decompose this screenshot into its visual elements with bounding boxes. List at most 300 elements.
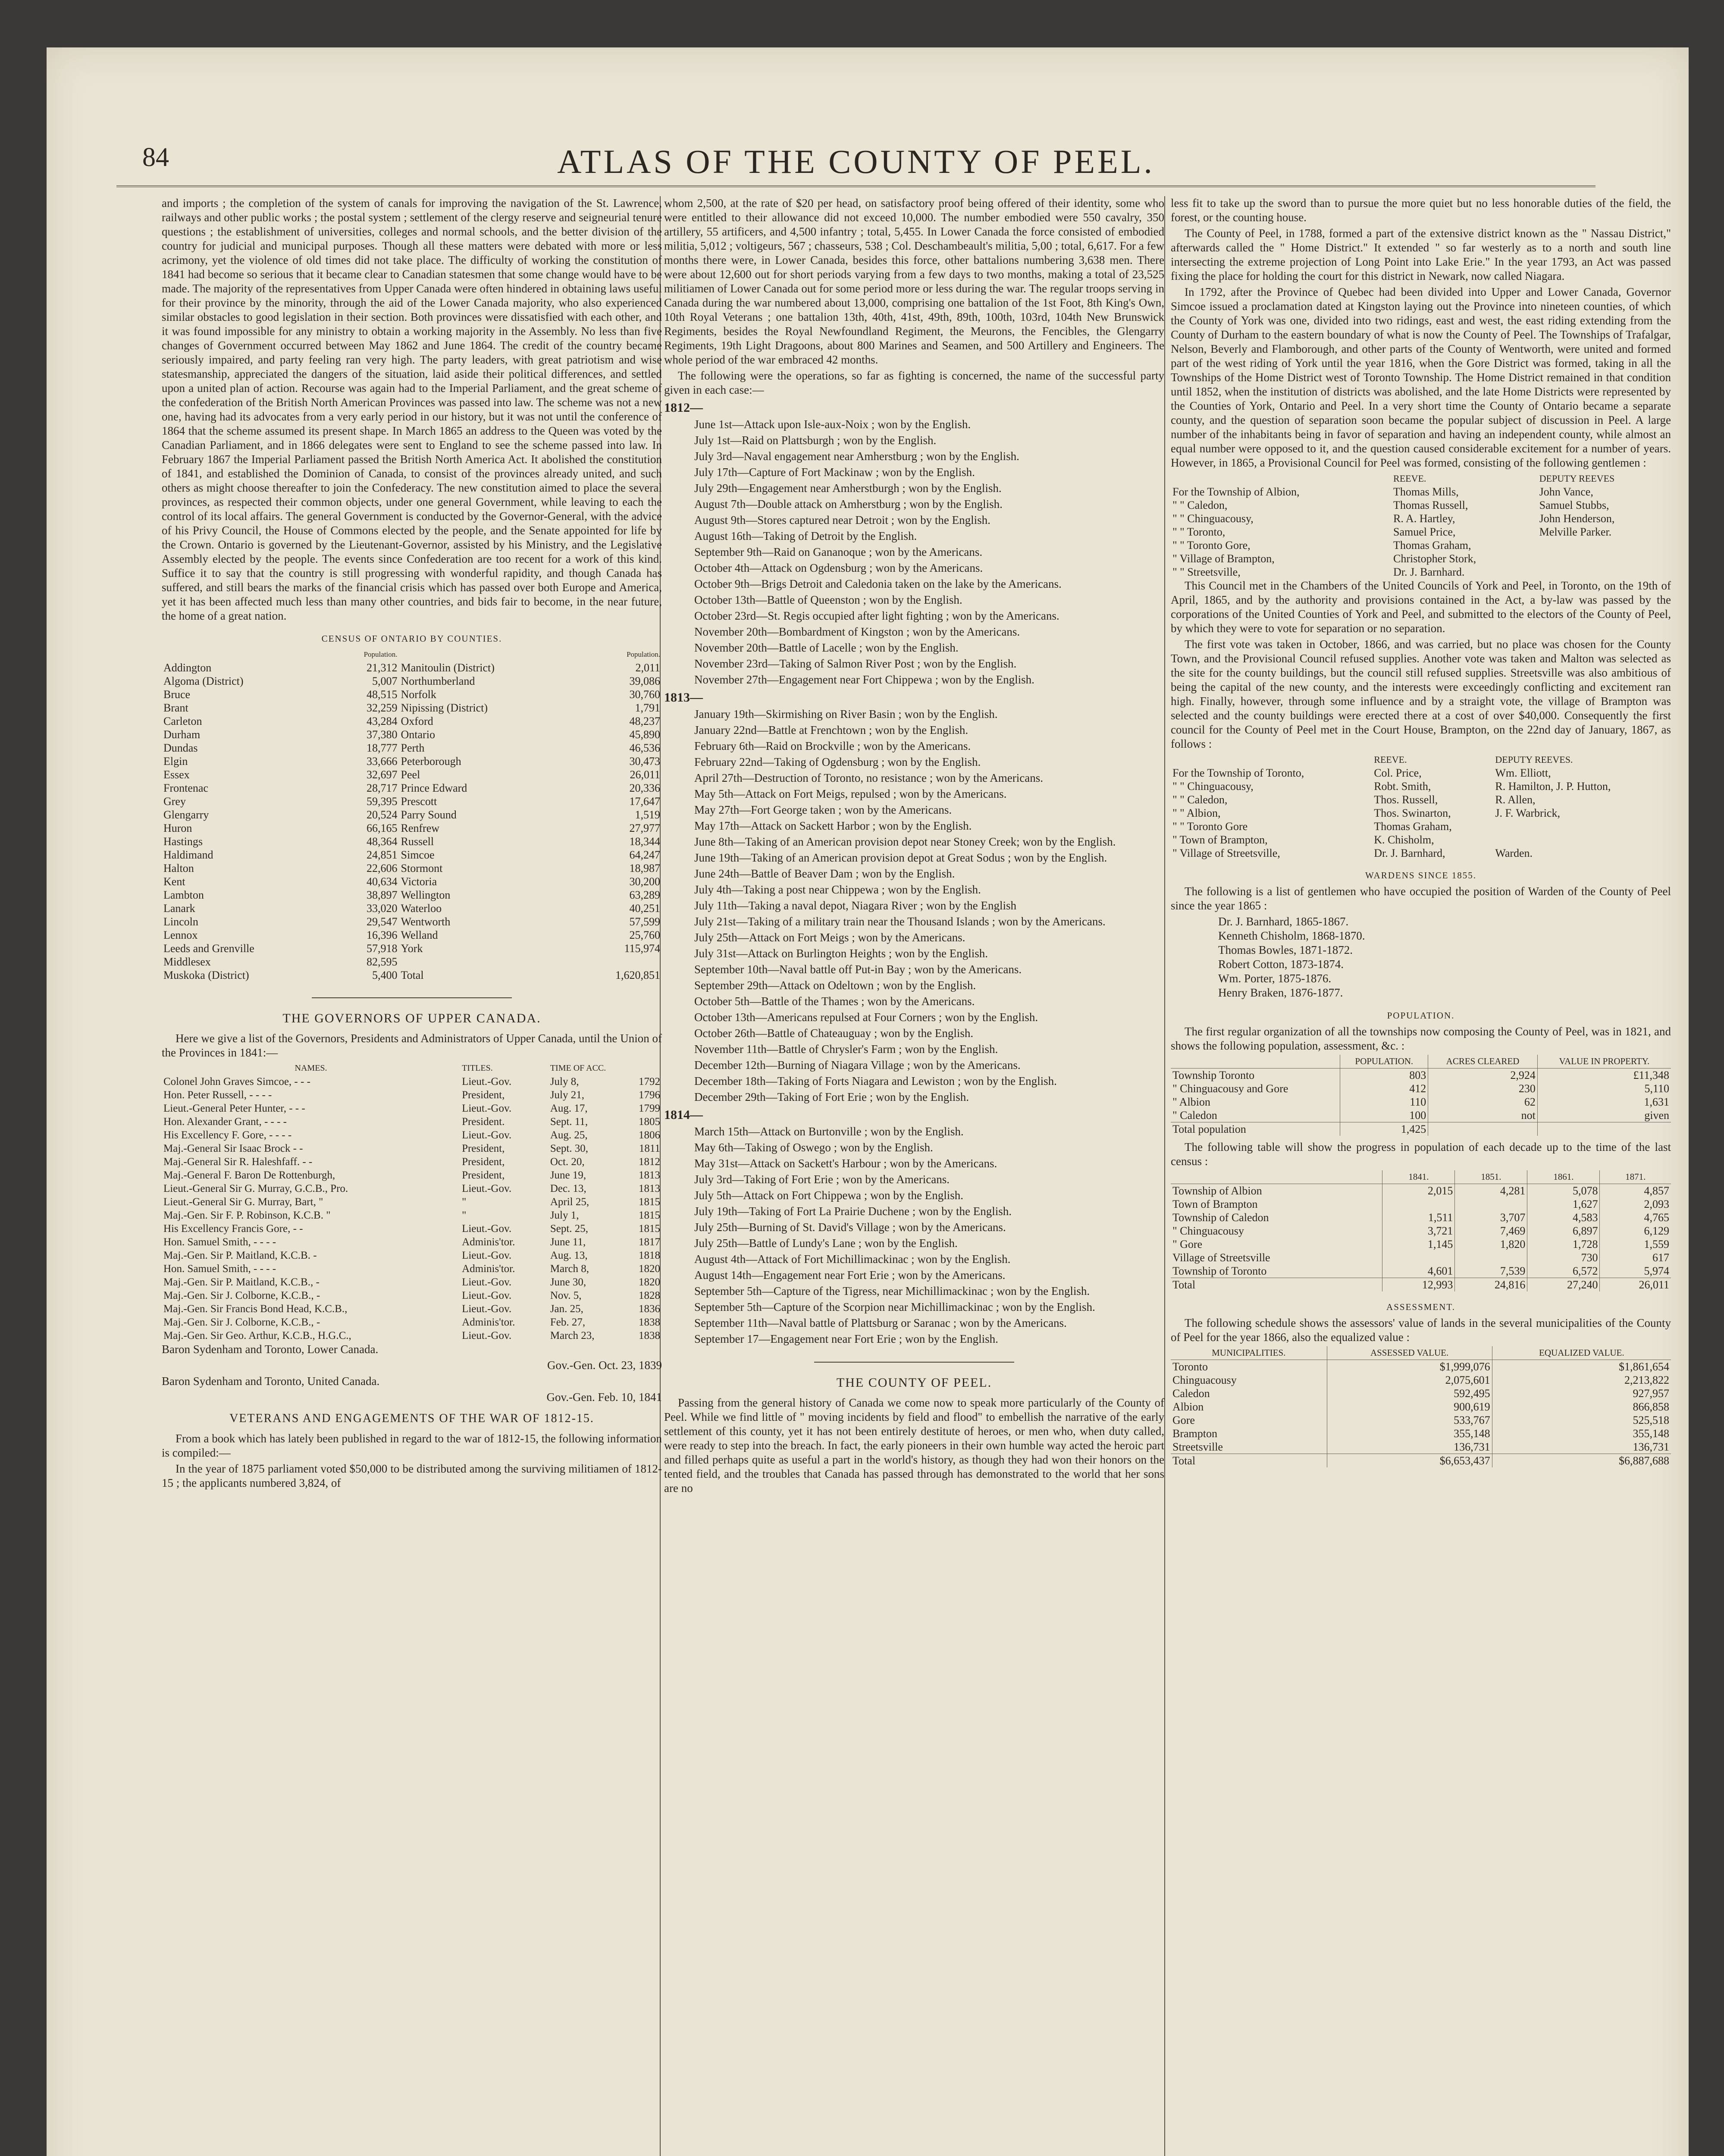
table-cell: Toronto — [1171, 1360, 1327, 1374]
census-row — [162, 862, 662, 875]
table-cell: Dr. J. Barnhard, — [1374, 847, 1445, 859]
table-cell: Town of Brampton — [1171, 1197, 1382, 1211]
warden-item: Robert Cotton, 1873-1874. — [1218, 958, 1344, 971]
engagement-item: May 6th—Taking of Oswego ; won by the English. — [694, 1141, 933, 1154]
engagement-item: July 31st—Attack on Burlington Heights ; won by the English. — [694, 947, 988, 960]
table-cell: 4,601 — [1382, 1264, 1455, 1278]
table-header-row — [1171, 1346, 1671, 1360]
table-row — [1171, 1224, 1671, 1238]
warden-item: Henry Braken, 1876-1877. — [1218, 986, 1343, 999]
governor-row — [162, 1209, 662, 1222]
table-cell: 18,777 — [367, 742, 398, 754]
table-cell: 1828 — [639, 1290, 660, 1301]
engagement-item: October 5th—Battle of the Thames ; won by the Americans. — [694, 995, 975, 1008]
deputy-header: DEPUTY REEVES. — [1495, 754, 1573, 765]
table-cell: $1,999,076 — [1327, 1360, 1492, 1374]
table-cell: 39,086 — [629, 675, 660, 687]
governor-row — [162, 1222, 662, 1235]
engagement-item: July 1st—Raid on Plattsburgh ; won by the English. — [694, 434, 937, 447]
table-cell: For the Township of Albion, — [1172, 486, 1300, 498]
table-cell — [1538, 539, 1671, 552]
table-cell: " Town of Brampton, — [1172, 834, 1268, 846]
table-cell: 2,011 — [635, 661, 660, 674]
census-row — [162, 875, 662, 888]
table-cell: Peterborough — [401, 755, 461, 768]
table-cell: Lanark — [163, 902, 195, 915]
table-cell: Col. Price, — [1374, 767, 1422, 779]
engagement-item: October 23rd—St. Regis occupied after light fighting ; won by the Americans. — [694, 609, 1059, 622]
war-paragraph: whom 2,500, at the rate of $20 per head, on satisfactory proof being offered of their identity, some who were entitled to their allowance did not exceed 10,000. The number embodied were 550 cavalry, 350 artillery, 55 artificers, and 4,500 infantry ; total, 5,455. In Lower Canada the force consisted of embodied militia, 5,012 ; voltigeurs, 567 ; chasseurs, 538 ; Col. Deschambeault's militia, 5,00 ; total, 6,617. For a few months there were, in Lower Canada, besides this force, other battalions numbering 3,638 men. There were about 12,600 out for short periods varying from a few days to two months, making a total of 23,525 militiamen of Lower Canada out for some period more or less during the war. The regular troops serving in Canada during the war numbered about 13,000, comprising one battalion of the 1st Foot, 8th King's Own, 10th Royal Veterans ; one battalion 13th, 40th, 41st, 49th, 89th, 100th, 103rd, 104th New Brunswick Regiments, besides the Royal Newfoundland Regiment, the Meurons, the Fencibles, the Glengarry Regiments, 19th Light Dragoons, about 800 Marines and Seamen, and 500 Artillery and Engineers. The whole period of the war embraced 42 months. — [664, 197, 1164, 366]
table-cell — [1455, 1251, 1527, 1264]
table-cell: 5,400 — [372, 969, 398, 981]
engagement-item: September 10th—Naval battle off Put-in Bay ; won by the Americans. — [694, 963, 1022, 976]
table-cell: 1806 — [639, 1129, 660, 1141]
table-cell: 1813 — [639, 1183, 660, 1194]
table-cell — [1428, 1122, 1538, 1136]
table-cell: Maj.-Gen. Sir J. Colborne, K.C.B., - — [163, 1290, 320, 1301]
engagement-item: May 17th—Attack on Sackett Harbor ; won by the English. — [694, 819, 972, 832]
table-cell: 29,547 — [367, 915, 398, 928]
table-cell: Leeds and Grenville — [163, 942, 254, 955]
table-cell: " " Streetsville, — [1172, 566, 1241, 578]
table-cell: R. A. Hartley, — [1393, 512, 1455, 525]
table-cell: 1851. — [1455, 1170, 1527, 1184]
table-cell: Jan. 25, — [550, 1303, 583, 1315]
table-cell — [1538, 552, 1671, 565]
table-cell: 18,344 — [629, 835, 660, 848]
table-cell: 5,078 — [1527, 1184, 1600, 1198]
table-cell: 24,851 — [367, 849, 398, 861]
table-cell: Maj.-Gen. Sir F. P. Robinson, K.C.B. " — [163, 1210, 331, 1221]
council-row — [1171, 793, 1671, 806]
table-cell: 7,539 — [1455, 1264, 1527, 1278]
table-row — [1171, 1400, 1671, 1413]
table-cell: 1818 — [639, 1250, 660, 1261]
table-cell: not — [1428, 1109, 1538, 1122]
table-cell: Samuel Price, — [1393, 526, 1456, 538]
engagement-item: September 5th—Capture of the Scorpion near Michillimackinac ; won by the English. — [694, 1300, 1095, 1313]
table-cell: President, — [462, 1156, 505, 1168]
engagement-item: December 29th—Taking of Fort Erie ; won by the English. — [694, 1091, 969, 1103]
table-cell: 3,707 — [1455, 1211, 1527, 1224]
table-cell: Lieut.-General Peter Hunter, - - - — [163, 1103, 305, 1114]
table-cell: Perth — [401, 742, 425, 754]
page-number: 84 — [142, 143, 169, 172]
census-row — [162, 661, 662, 674]
table-cell: Grey — [163, 795, 186, 808]
table-cell: 66,165 — [367, 822, 398, 834]
council-row — [1171, 552, 1671, 565]
table-cell: Caledon — [1171, 1387, 1327, 1400]
table-cell: 4,857 — [1644, 1185, 1669, 1197]
section-rule — [312, 997, 512, 998]
council-row — [1171, 846, 1671, 860]
peel-paragraph: Passing from the general history of Canada we come now to speak more particularly of the County of Peel. While we find little of " moving incidents by field and flood" to embellish the narrative of the early settlement of this county, yet it has not been entirely destitute of heroes, or men who, when duty called, were ready to step into the breach. In fact, the early pioneers in their own humble way acted the heroic part and filled perhaps quite as useful a part in the world's history, as though they had won their honors on the tented field, and the troubles that Canada has passed through has demonstrated to the world that her sons are no — [664, 1396, 1164, 1495]
table-cell: Total population — [1171, 1122, 1340, 1136]
year-heading: 1813— — [664, 690, 703, 705]
table-cell: 230 — [1428, 1082, 1538, 1095]
table-cell: 525,518 — [1633, 1414, 1669, 1426]
census-row — [162, 968, 662, 982]
table-cell: Wm. Elliott, — [1495, 767, 1551, 779]
engagement-item: July 11th—Taking a naval depot, Niagara River ; won by the English — [694, 899, 1016, 912]
engagement-item: October 13th—Battle of Queenston ; won by the English. — [694, 593, 962, 606]
table-cell: Northumberland — [401, 675, 475, 687]
peel-paragraph: less fit to take up the sword than to pursue the more quiet but no less honorable duties of the field, the forest, or the counting house. — [1171, 197, 1671, 224]
governor-row — [162, 1316, 662, 1329]
table-cell: Samuel Stubbs, — [1539, 499, 1609, 511]
table-cell: 1838 — [639, 1330, 660, 1341]
table-cell: 6,897 — [1527, 1224, 1600, 1238]
table-cell: 355,148 — [1327, 1427, 1492, 1440]
table-cell: 355,148 — [1633, 1427, 1669, 1440]
table-cell: EQUALIZED VALUE. — [1492, 1346, 1671, 1360]
table-cell: 2,213,822 — [1624, 1374, 1669, 1386]
engagement-item: February 22nd—Taking of Ogdensburg ; won by the English. — [694, 755, 981, 768]
governor-row — [162, 1088, 662, 1102]
census-row — [162, 955, 662, 968]
table-header-row — [1171, 1055, 1671, 1069]
table-cell: Maj.-Gen. Sir Francis Bond Head, K.C.B., — [163, 1303, 348, 1315]
council-row — [1171, 498, 1671, 512]
governors-table — [162, 1062, 662, 1342]
table-cell: Lieut.-General Sir G. Murray, G.C.B., Pro. — [163, 1183, 348, 1194]
engagement-item: November 23rd—Taking of Salmon River Post ; won by the English. — [694, 657, 1017, 670]
peel-paragraph: This Council met in the Chambers of the United Councils of York and Peel, in Toronto, on the 19th of April, 1865, and by the authority and provisions contained in the Act, a by-law was passed by the corporations of the United Counties of York and Peel, and submitted to the electors of the County of Peel, by which they were to vote for separation or no separation. — [1171, 579, 1671, 635]
table-cell: R. Allen, — [1495, 793, 1536, 806]
table-cell: Lieut.-Gov. — [462, 1129, 512, 1141]
governor-row — [162, 1249, 662, 1262]
wardens-intro: The following is a list of gentlemen who have occupied the position of Warden of the County of Peel since the year 1865 : — [1171, 885, 1671, 912]
table-cell: Oxford — [401, 715, 433, 727]
table-cell: Norfolk — [401, 688, 436, 701]
table-cell: Colonel John Graves Simcoe, - - - — [163, 1076, 310, 1087]
table-cell: Thomas Graham, — [1393, 539, 1471, 552]
governor-row — [162, 1115, 662, 1128]
census-row — [162, 741, 662, 755]
table-cell: 592,495 — [1327, 1387, 1492, 1400]
engagement-item: June 1st—Attack upon Isle-aux-Noix ; won by the English. — [694, 418, 971, 431]
table-cell: Stormont — [401, 862, 443, 874]
table-cell: Maj.-Gen. Sir P. Maitland, K.C.B., - — [163, 1276, 320, 1288]
engagement-item: August 16th—Taking of Detroit by the English. — [694, 530, 917, 542]
assessment-intro: The following schedule shows the assessors' value of lands in the several municipalities of the County of Peel for the year 1866, also the equalized value : — [1171, 1316, 1671, 1344]
table-cell: July 8, — [550, 1076, 579, 1087]
engagement-item: July 29th—Engagement near Amherstburgh ; won by the English. — [694, 482, 1002, 495]
peel-title: THE COUNTY OF PEEL. — [836, 1376, 992, 1390]
table-cell: 62 — [1428, 1095, 1538, 1109]
census-row — [162, 674, 662, 688]
table-cell: June 19, — [550, 1169, 586, 1181]
engagement-item: July 4th—Taking a post near Chippewa ; won by the English. — [694, 883, 981, 896]
table-cell: Oct. 20, — [550, 1156, 585, 1168]
table-cell: POPULATION. — [1340, 1055, 1428, 1069]
table-cell: Frontenac — [163, 782, 208, 794]
table-cell: 33,020 — [367, 902, 398, 915]
table-cell: 63,289 — [629, 889, 660, 901]
engagement-item: September 5th—Capture of the Tigress, near Michillimackinac ; won by the English. — [694, 1285, 1090, 1297]
governor-row — [162, 1262, 662, 1275]
table-cell: 1,728 — [1527, 1238, 1600, 1251]
table-cell: 6,572 — [1527, 1264, 1600, 1278]
year-heading: 1814— — [664, 1108, 703, 1122]
table-cell: Prince Edward — [401, 782, 467, 794]
table-cell: " Caledon — [1171, 1109, 1340, 1122]
engagement-item: May 5th—Attack on Fort Meigs, repulsed ; won by the Americans. — [694, 787, 1007, 800]
table-cell: 30,760 — [629, 688, 660, 701]
table-cell: Elgin — [163, 755, 188, 768]
table-cell: $6,887,688 — [1492, 1454, 1671, 1468]
table-cell: 900,619 — [1327, 1400, 1492, 1413]
column-divider — [1164, 196, 1165, 2156]
table-cell: Renfrew — [401, 822, 440, 834]
reeve-header: REEVE. — [1374, 754, 1407, 765]
table-cell: Addington — [163, 661, 212, 674]
first-council-table — [1171, 753, 1671, 860]
table-cell: 16,396 — [367, 929, 398, 941]
engagement-item: August 14th—Engagement near Fort Erie ; won by the Americans. — [694, 1269, 1006, 1282]
census-row — [162, 728, 662, 741]
table-cell: Algoma (District) — [163, 675, 244, 687]
table-cell: 412 — [1340, 1082, 1428, 1095]
table-cell: ASSESSED VALUE. — [1327, 1346, 1492, 1360]
table-cell: 1836 — [639, 1303, 660, 1315]
table-cell: Aug. 17, — [550, 1103, 588, 1114]
table-cell: Manitoulin (District) — [401, 661, 495, 674]
table-cell: Lieut.-Gov. — [462, 1290, 512, 1301]
table-cell: Sept. 30, — [550, 1143, 589, 1154]
census-row — [162, 888, 662, 902]
table-cell: Lieut.-Gov. — [462, 1303, 512, 1315]
table-cell: Thos. Russell, — [1374, 793, 1438, 806]
table-cell: 1838 — [639, 1316, 660, 1328]
governors-intro: Here we give a list of the Governors, Presidents and Administrators of Upper Canada, until the Union of the Provinces in 1841:— — [162, 1032, 662, 1059]
table-cell: Dec. 13, — [550, 1183, 586, 1194]
table-cell: 40,251 — [629, 902, 660, 915]
council-row — [1171, 780, 1671, 793]
table-cell: President, — [462, 1089, 505, 1101]
table-cell: 5,007 — [372, 675, 398, 687]
column-1 — [162, 196, 662, 2156]
total-row — [1171, 1122, 1671, 1136]
table-cell: J. F. Warbrick, — [1495, 807, 1560, 819]
table-cell: Russell — [401, 835, 434, 848]
engagement-item: August 4th—Attack of Fort Michillimackinac ; won by the English. — [694, 1253, 1011, 1266]
events-1812 — [664, 417, 1164, 687]
table-cell: Lieut.-Gov. — [462, 1276, 512, 1288]
table-cell: " " Toronto, — [1172, 526, 1226, 538]
table-cell: 5,110 — [1644, 1082, 1669, 1095]
census-col-label: Population. — [364, 650, 398, 658]
table-cell: Adminis'tor. — [462, 1263, 515, 1275]
table-cell: For the Township of Toronto, — [1172, 767, 1304, 779]
table-cell — [1382, 1197, 1455, 1211]
provisional-council-table — [1171, 472, 1671, 579]
table-cell: Township of Caledon — [1171, 1211, 1382, 1224]
engagement-item: September 17—Engagement near Fort Erie ; won by the English. — [694, 1332, 998, 1345]
table-cell: 43,284 — [367, 715, 398, 727]
engagement-item: July 21st—Taking of a military train near the Thousand Islands ; won by the Americans. — [694, 915, 1106, 928]
table-cell: 3,721 — [1382, 1224, 1455, 1238]
running-title: ATLAS OF THE COUNTY OF PEEL. — [557, 143, 1155, 180]
table-cell: 22,606 — [367, 862, 398, 874]
engagement-item: July 25th—Burning of St. David's Village ; won by the Americans. — [694, 1221, 1006, 1234]
assessment-table — [1171, 1346, 1671, 1467]
table-cell: " " Caledon, — [1172, 793, 1228, 806]
table-cell: 866,858 — [1633, 1401, 1669, 1413]
table-row — [1171, 1440, 1671, 1454]
events-1813 — [664, 707, 1164, 1104]
table-cell: President, — [462, 1143, 505, 1154]
table-cell: 82,595 — [367, 956, 398, 968]
table-cell: Victoria — [401, 875, 437, 888]
table-cell: Waterloo — [401, 902, 442, 915]
governor-row — [162, 1302, 662, 1316]
engagement-item: October 4th—Attack on Ogdensburg ; won by the Americans. — [694, 561, 983, 574]
table-cell: Brampton — [1171, 1427, 1327, 1440]
table-cell: 1,631 — [1644, 1096, 1669, 1108]
table-cell: 27,977 — [629, 822, 660, 834]
table-cell: " " Albion, — [1172, 807, 1221, 819]
census-row — [162, 915, 662, 928]
table-cell: John Henderson, — [1539, 512, 1615, 525]
table-cell: given — [1644, 1109, 1669, 1122]
table-cell: 115,974 — [624, 942, 660, 955]
table-cell: Parry Sound — [401, 808, 457, 821]
table-cell: Dundas — [163, 742, 198, 754]
table-cell: Ontario — [401, 728, 435, 741]
engagement-item: July 3rd—Naval engagement near Amherstburg ; won by the English. — [694, 450, 1019, 463]
table-cell: 1815 — [639, 1196, 660, 1208]
table-cell: Wellington — [401, 889, 451, 901]
table-cell: 1815 — [639, 1223, 660, 1235]
table-cell: Lieut.-Gov. — [462, 1183, 512, 1194]
table-cell: $6,653,437 — [1327, 1454, 1492, 1468]
census-table — [162, 648, 662, 982]
table-cell: 20,336 — [629, 782, 660, 794]
population-intro: The first regular organization of all the townships now composing the County of Peel, was in 1821, and shows the following population, assessment, &c. : — [1171, 1025, 1671, 1052]
table-cell: 1799 — [639, 1103, 660, 1114]
table-cell: 24,816 — [1455, 1278, 1527, 1292]
census-row — [162, 928, 662, 942]
table-cell: Lambton — [163, 889, 204, 901]
table-cell: Christopher Stork, — [1393, 552, 1476, 565]
table-cell: 100 — [1340, 1109, 1428, 1122]
progress-intro: The following table will show the progress in population of each decade up to the time of the last census : — [1171, 1141, 1671, 1168]
table-cell: 1,425 — [1340, 1122, 1428, 1136]
table-cell — [1538, 565, 1671, 579]
population-1821-table — [1171, 1055, 1671, 1136]
table-cell: Streetsville — [1171, 1440, 1327, 1454]
governor-row — [162, 1289, 662, 1302]
table-cell: Hon. Samuel Smith, - - - - — [163, 1236, 276, 1248]
census-title: CENSUS OF ONTARIO BY COUNTIES. — [321, 633, 502, 644]
table-cell: $1,861,654 — [1619, 1360, 1669, 1373]
events-1814 — [664, 1125, 1164, 1346]
assessment-title: ASSESSMENT. — [1386, 1302, 1455, 1312]
table-cell: 1820 — [639, 1276, 660, 1288]
table-cell: 1792 — [639, 1076, 660, 1087]
table-cell: 26,011 — [1600, 1278, 1671, 1292]
table-cell: Maj.-General Sir Isaac Brock - - — [163, 1143, 303, 1154]
table-cell: " Village of Streetsville, — [1172, 847, 1280, 859]
engagement-item: October 13th—Americans repulsed at Four Corners ; won by the English. — [694, 1011, 1038, 1024]
table-cell: July 21, — [550, 1089, 584, 1101]
table-row — [1171, 1427, 1671, 1440]
table-cell: Adminis'tor. — [462, 1316, 515, 1328]
engagement-item: January 19th—Skirmishing on River Basin ; won by the English. — [694, 708, 998, 721]
table-cell: President. — [462, 1116, 505, 1128]
table-cell: 1811 — [639, 1143, 660, 1154]
engagement-item: April 27th—Destruction of Toronto, no resistance ; won by the Americans. — [694, 771, 1043, 784]
table-cell: Thomas Russell, — [1393, 499, 1468, 511]
engagement-item: August 9th—Stores captured near Detroit ; won by the English. — [694, 514, 991, 526]
peel-paragraph: The County of Peel, in 1788, formed a part of the extensive district known as the " Nassau District," afterwards called the " Home District." It extended " so far westerly as to a north and south line intersecting the extreme projection of Long Point into Lake Erie." In the year 1793, an Act was passed fixing the place for holding the court for this district in Newark, now called Niagara. — [1171, 227, 1671, 282]
table-cell: March 23, — [550, 1330, 595, 1341]
total-row — [1171, 1454, 1671, 1468]
peel-paragraph: The first vote was taken in October, 1866, and was carried, but no place was chosen for the County Town, and the Provisional Council refused supplies. Another vote was taken and Malton was selected as the site for the county buildings, but the council still refused supplies. Streetsville was also ambitious of being the capital of the new county, and the interests were exceedingly conflicting and excitement ran high. Finally, however, through some influence and by a straight vote, the village of Brampton was selected and the county buildings were erected there at a cost of over $40,000. Consequently the first council for the County of Peel met in the Court House, Brampton, on the 22nd day of January, 1867, as follows : — [1171, 638, 1671, 750]
table-cell: Aug. 25, — [550, 1129, 588, 1141]
table-cell: 1817 — [639, 1236, 660, 1248]
table-cell: 59,395 — [367, 795, 398, 808]
table-row — [1171, 1095, 1671, 1109]
veterans-paragraph: In the year of 1875 parliament voted $50,000 to be distributed among the surviving militiamen of 1812-15 ; the applicants numbered 3,824, of — [162, 1462, 662, 1489]
veterans-paragraph: From a book which has lately been published in regard to the war of 1812-15, the following information is compiled:— — [162, 1432, 662, 1459]
table-cell: 26,011 — [630, 768, 660, 781]
table-cell: His Excellency Francis Gore, - - — [163, 1223, 303, 1235]
table-cell: Peel — [401, 768, 420, 781]
table-cell: 30,473 — [629, 755, 660, 768]
table-cell: 2,075,601 — [1327, 1373, 1492, 1387]
wardens-list — [1171, 915, 1671, 1000]
table-cell — [1171, 1055, 1340, 1069]
engagement-item: November 27th—Engagement near Fort Chippewa ; won by the English. — [694, 673, 1034, 686]
table-cell: R. Hamilton, J. P. Hutton, — [1495, 780, 1611, 793]
council-row — [1171, 820, 1671, 833]
table-cell: President, — [462, 1169, 505, 1181]
veterans-title: VETERANS AND ENGAGEMENTS OF THE WAR OF 1812-15. — [229, 1412, 594, 1425]
table-cell: Hon. Samuel Smith, - - - - — [163, 1263, 276, 1275]
table-cell: 38,897 — [367, 889, 398, 901]
table-cell: 37,380 — [367, 728, 398, 741]
table-cell: July 1, — [550, 1210, 579, 1221]
table-cell: Thomas Graham, — [1374, 820, 1452, 833]
table-cell: Bruce — [163, 688, 191, 701]
engagement-item: September 11th—Naval battle of Plattsburg or Saranac ; won by the Americans. — [694, 1316, 1067, 1329]
table-cell: 40,634 — [367, 875, 398, 888]
governor-row — [162, 1275, 662, 1289]
table-cell: 4,281 — [1455, 1184, 1527, 1198]
governor-row — [162, 1075, 662, 1088]
census-row — [162, 688, 662, 701]
table-cell: 12,993 — [1382, 1278, 1455, 1292]
table-cell: Adminis'tor. — [462, 1236, 515, 1248]
engagement-item: October 26th—Battle of Chateauguay ; won by the English. — [694, 1027, 974, 1040]
table-row — [1171, 1069, 1671, 1082]
table-header-row — [1171, 1170, 1671, 1184]
table-cell: Nipissing (District) — [401, 702, 488, 714]
table-cell: Total — [401, 969, 424, 981]
table-cell: Hon. Peter Russell, - - - - — [163, 1089, 272, 1101]
table-cell: " " Caledon, — [1172, 499, 1228, 511]
table-row — [1171, 1413, 1671, 1427]
table-cell: Thos. Swinarton, — [1374, 807, 1451, 819]
table-cell: Dr. J. Barnhard. — [1393, 566, 1465, 578]
table-cell: Lieut.-Gov. — [462, 1250, 512, 1261]
table-cell — [575, 955, 662, 968]
table-cell: 25,760 — [629, 929, 660, 941]
governor-row — [162, 1128, 662, 1142]
